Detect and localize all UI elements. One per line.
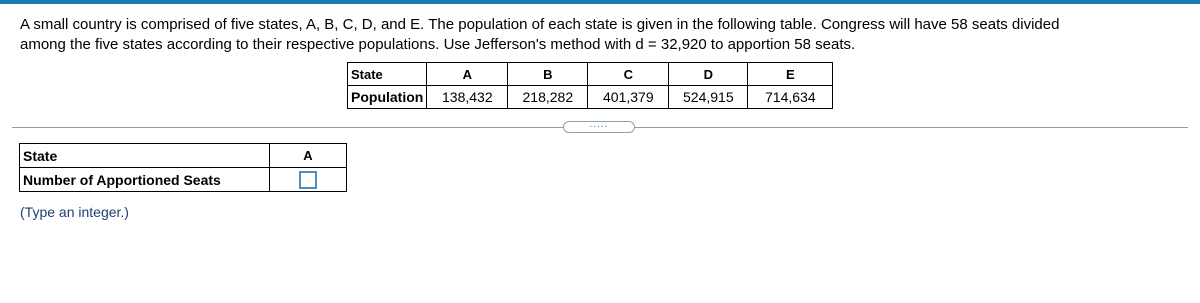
answer-table [19,143,347,192]
question-line-2: among the five states according to their respective populations. Use Jefferson's method with d = 32,920 to apportion 58 seats. [20,36,856,53]
state-e-header: E [748,63,833,86]
state-c-header: C [588,63,669,86]
population-d: 524,915 [669,86,748,109]
state-d-header: D [669,63,748,86]
expand-button[interactable]: ..... [563,121,635,133]
seats-row-header: Number of Apportioned Seats [20,168,270,192]
top-accent-bar [0,0,1200,4]
question-line-1: A small country is comprised of five states, A, B, C, D, and E. The population of each state is given in the following table. Congress will have 58 seats divided [20,16,1060,33]
question-text [20,15,1190,55]
answer-state-row-header: State [20,144,270,168]
state-row-header: State [348,63,427,86]
answer-seats-row [20,168,347,192]
population-b: 218,282 [508,86,588,109]
hint-text: (Type an integer.) [20,204,129,220]
population-row [348,86,833,109]
population-c: 401,379 [588,86,669,109]
population-row-header: Population [348,86,427,109]
seats-answer-input-a[interactable] [299,171,317,189]
answer-state-a-header: A [270,144,347,168]
answer-cell-a [270,168,347,192]
population-table [347,62,833,109]
population-a: 138,432 [427,86,508,109]
state-b-header: B [508,63,588,86]
population-e: 714,634 [748,86,833,109]
answer-table-header-row [20,144,347,168]
population-table-header-row [348,63,833,86]
state-a-header: A [427,63,508,86]
